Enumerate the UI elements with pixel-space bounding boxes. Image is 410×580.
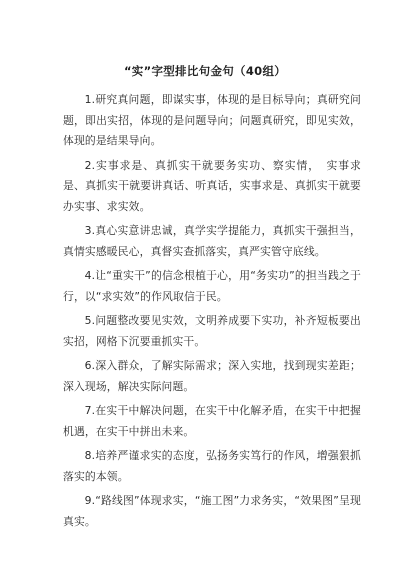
document-title: “实”字型排比句金句（40组） — [123, 64, 287, 78]
list-item: 4.让“重实干”的信念根植于心，用“务实功”的担当践之于行，以“求实效”的作风取信于民。 — [63, 269, 361, 303]
document-body — [63, 90, 361, 536]
list-item: 7.在实干中解决问题，在实干中化解矛盾，在实干中把握机遇，在实干中拼出未来。 — [63, 404, 361, 438]
list-item: 1.研究真问题，即谋实事，体现的是目标导向；真研究问题，即出实招，体现的是问题导向；问题真研究，即见实效，体现的是结果导向。 — [63, 93, 361, 147]
list-item: 8.培养严谨求实的态度，弘扬务实笃行的作风，增强狠抓落实的本领。 — [63, 449, 361, 483]
list-item: 2.实事求是、真抓实干就要务实功、察实情， 实事求是、真抓实干就要讲真话、听真话，实事求是、真抓实干就要办实事、求实效。 — [63, 158, 361, 213]
list-item: 6.深入群众，了解实际需求；深入实地，找到现实差距；深入现场，解决实际问题。 — [63, 359, 361, 393]
list-item: 5.问题整改要见实效，文明养成要下实功，补齐短板要出实招，网格下沉要重抓实干。 — [63, 314, 361, 348]
list-item: 9.“路线图”体现求实，“施工图”力求务实，“效果图”呈现真实。 — [63, 494, 361, 528]
list-item: 3.真心实意讲忠诚，真学实学提能力，真抓实干强担当，真情实感暖民心，真督实查抓落实，真严实管守底线。 — [63, 224, 361, 258]
